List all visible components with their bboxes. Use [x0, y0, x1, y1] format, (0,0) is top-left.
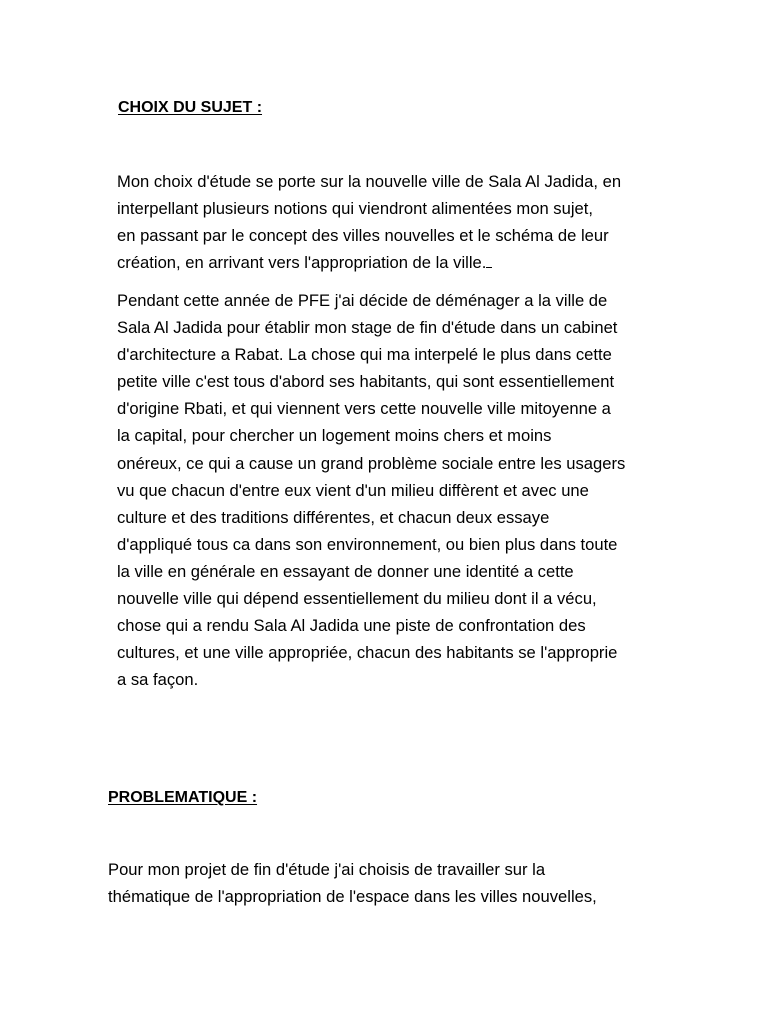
text-line: d'architecture a Rabat. La chose qui ma interpelé le plus dans cette: [117, 345, 612, 365]
text-line: Mon choix d'étude se porte sur la nouvelle ville de Sala Al Jadida, en: [117, 172, 622, 191]
text-line: interpellant plusieurs notions qui viendront alimentées mon sujet,: [117, 199, 593, 219]
text-line: Pendant cette année de PFE j'ai décide de déménager a la ville de: [117, 291, 608, 310]
text-line: d'appliqué tous ca dans son environnement, ou bien plus dans toute: [117, 534, 618, 554]
text-line: petite ville c'est tous d'abord ses habitants, qui sont essentiellement: [117, 372, 615, 392]
paragraph-context: [117, 287, 707, 693]
underline-mark: [486, 253, 492, 268]
text-line: thématique de l'appropriation de l'espace dans les villes nouvelles,: [108, 887, 597, 907]
text-line: Sala Al Jadida pour établir mon stage de fin d'étude dans un cabinet: [117, 318, 618, 338]
text-line: vu que chacun d'entre eux vient d'un milieu diffèrent et avec une: [117, 480, 589, 500]
text-line-content: création, en arrivant vers l'appropriation de la ville.: [117, 253, 487, 273]
text-line: en passant par le concept des villes nouvelles et le schéma de leur: [117, 226, 609, 246]
text-line-last: [117, 249, 707, 276]
text-line: d'origine Rbati, et qui viennent vers cette nouvelle ville mitoyenne a: [117, 399, 611, 419]
section-heading-problematique: PROBLEMATIQUE :: [108, 789, 258, 806]
paragraph-problematique: [108, 856, 708, 910]
text-line: la ville en générale en essayant de donner une identité a cette: [117, 561, 574, 581]
section-heading-choix-du-sujet: CHOIX DU SUJET :: [118, 99, 263, 116]
text-line: culture et des traditions différentes, et chacun deux essaye: [117, 507, 550, 527]
text-line: chose qui a rendu Sala Al Jadida une piste de confrontation des: [117, 616, 586, 636]
text-line: a sa façon.: [117, 670, 199, 690]
text-line: nouvelle ville qui dépend essentiellement du milieu dont il a vécu,: [117, 589, 597, 609]
text-line: onéreux, ce qui a cause un grand problème sociale entre les usagers: [117, 453, 626, 473]
text-line: Pour mon projet de fin d'étude j'ai choisis de travailler sur la: [108, 860, 546, 879]
text-line: cultures, et une ville appropriée, chacun des habitants se l'approprie: [117, 643, 618, 663]
paragraph-intro: [117, 168, 707, 276]
text-line: la capital, pour chercher un logement moins chers et moins: [117, 426, 552, 446]
